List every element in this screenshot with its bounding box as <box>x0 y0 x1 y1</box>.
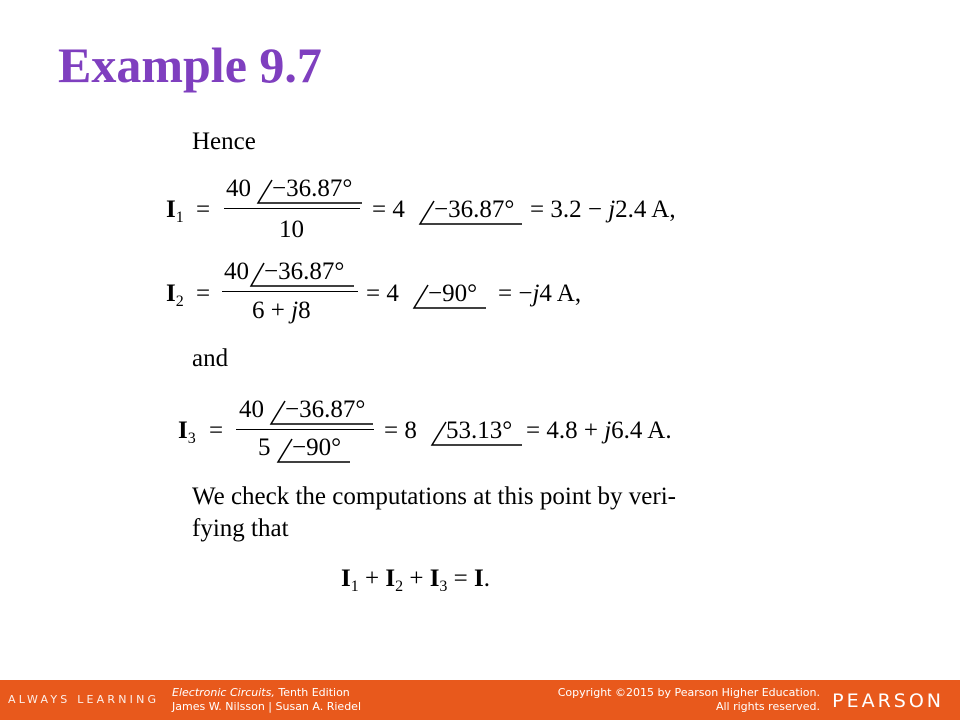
eq2-lhs: $I_2$ <box>166 280 184 310</box>
eq1-rectangular-result: = 3.2 − j2.4 A, <box>530 196 676 223</box>
eq1-equals: = <box>196 196 211 223</box>
eq1-denominator: 10 <box>279 216 304 243</box>
eq3-rectangular-result: = 4.8 + j6.4 A. <box>526 417 672 444</box>
equation-current-sum: $I_1 + I_2 + I_3 = I$. <box>341 565 491 595</box>
eq3-numerator-magnitude: 40 <box>239 396 264 423</box>
eq2-equals: = <box>196 280 211 307</box>
pearson-logo: PEARSON <box>832 690 944 712</box>
eq1-lhs: $I_1$ <box>166 196 184 226</box>
sum-rhs: I <box>474 565 484 592</box>
footer-bar <box>0 680 960 720</box>
eq1-fraction-bar <box>224 208 360 209</box>
eq3-fraction-bar <box>236 429 374 430</box>
footer-book-title: Electronic Circuits, <box>172 686 275 699</box>
eq3-lhs: $I_3$ <box>178 417 196 447</box>
eq1-result-magnitude: = 4 <box>372 196 405 223</box>
eq3-result-magnitude: = 8 <box>384 417 417 444</box>
footer-tagline: ALWAYS LEARNING <box>8 693 160 706</box>
eq2-fraction-bar <box>222 291 358 292</box>
sum-i2: I <box>385 565 396 592</box>
text-hence: Hence <box>192 128 256 155</box>
eq3-denominator-magnitude: 5 <box>258 434 271 461</box>
slide-content: Hence $I_1$ = 40 −36.87° 10 = 4 −36.87° = 3.2 − j2.4 A, $I_2$ = 40 −36.87° 6 + j8 = 4 −90° = −j4 A, and $I_3$ = 40 −36.87° 5 −90° = 8 53.13° = 4.8 + j6.4 A. We check the computations at this point by veri- fying that $I_1 + I_2 + I_3 = I$. <box>166 128 676 595</box>
text-verification <box>192 481 676 545</box>
slide-title: Example 9.7 <box>58 37 322 93</box>
verification-line-2: fying that <box>192 515 289 542</box>
footer-book-edition: Tenth Edition <box>274 686 350 699</box>
footer-book-info <box>172 686 361 714</box>
eq2-numerator-magnitude: 40 <box>224 258 249 285</box>
eq2-result-magnitude: = 4 <box>366 280 399 307</box>
eq1-numerator-magnitude: 40 <box>226 175 251 202</box>
eq2-denominator: 6 + j8 <box>252 297 311 324</box>
sum-i1: I <box>341 565 351 592</box>
footer-authors: James W. Nilsson | Susan A. Riedel <box>172 700 361 713</box>
verification-line-1: We check the computations at this point by veri- <box>192 483 676 510</box>
sum-i3: I <box>429 565 440 592</box>
eq3-equals: = <box>209 417 224 444</box>
footer-copyright: Copyright ©2015 by Pearson Higher Education. All rights reserved. <box>557 686 820 713</box>
text-and: and <box>192 345 229 372</box>
eq2-rectangular-result: = −j4 A, <box>498 280 582 307</box>
